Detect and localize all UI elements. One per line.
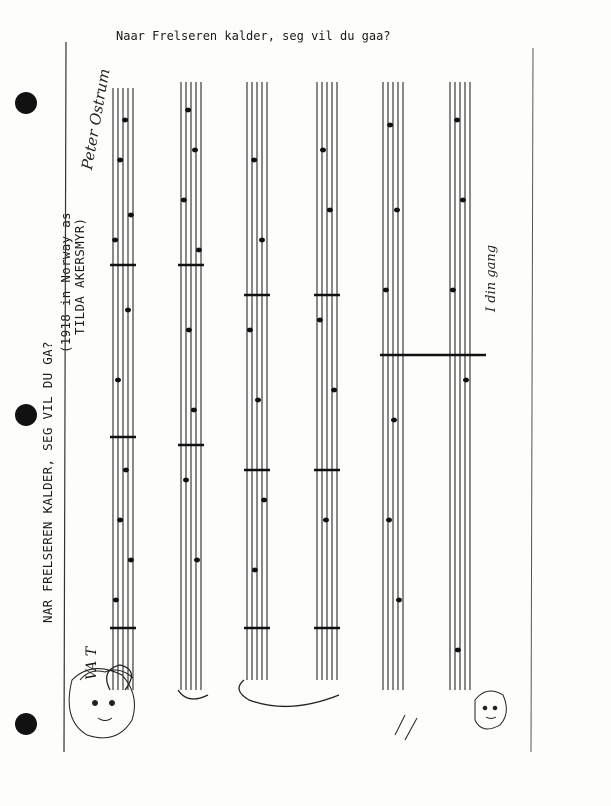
- sketch-portrait: [475, 691, 506, 729]
- composer-signature: Peter Ostrum: [78, 67, 114, 172]
- year-line: (1918 in Norway as: [58, 212, 73, 353]
- author-line: TILDA AKERSMYR): [72, 217, 87, 335]
- handwritten-margin-note: I din gang: [484, 244, 499, 312]
- song-title: NAR FRELSEREN KALDER, SEG VIL DU GA?: [40, 341, 55, 623]
- page-header-title: Naar Frelseren kalder, seg vil du gaa?: [116, 29, 391, 43]
- sketch-portrait: [69, 669, 134, 738]
- side-note: VA T: [84, 646, 100, 680]
